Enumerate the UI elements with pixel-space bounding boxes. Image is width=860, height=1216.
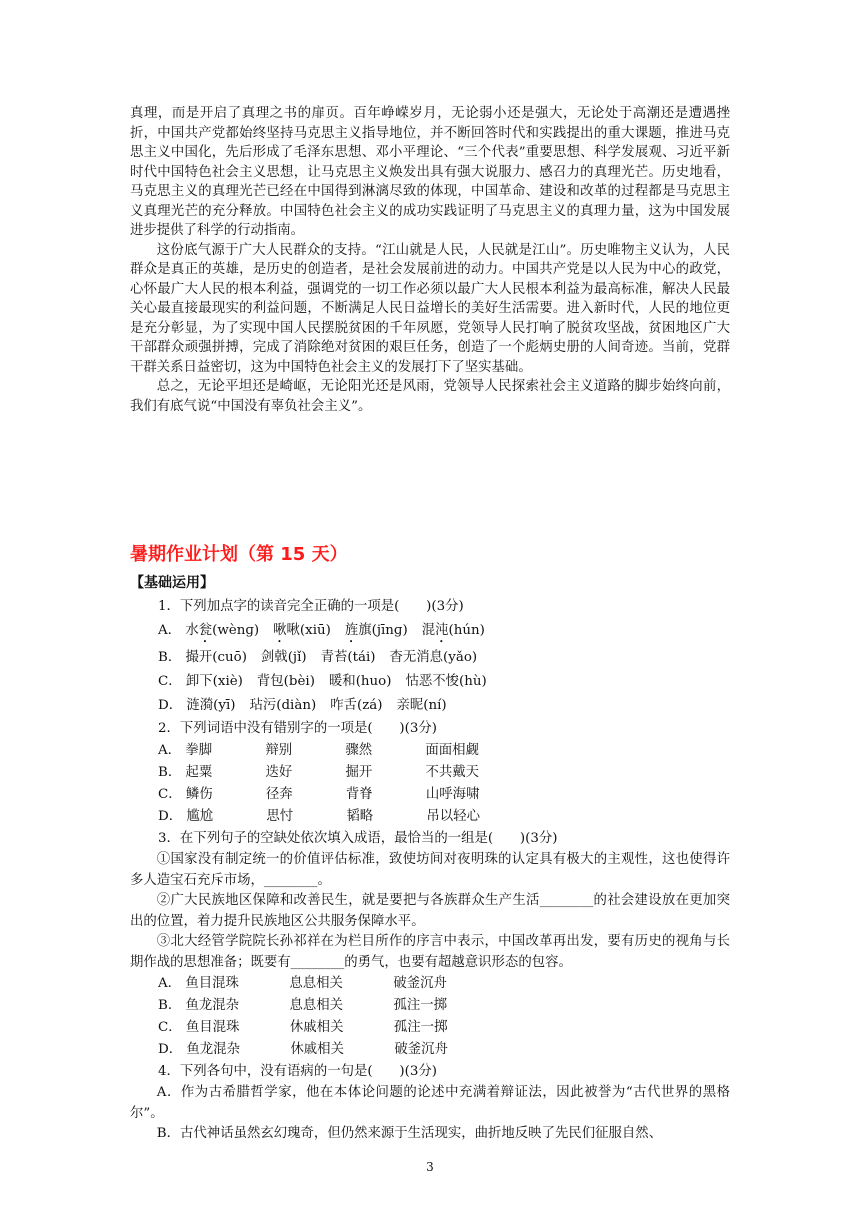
option-item: 不共戴天: [425, 765, 480, 780]
option-item: 思忖: [266, 809, 294, 824]
option-item: 鳞伤: [185, 787, 213, 802]
option-letter: B．: [158, 998, 182, 1013]
exercise-block: [130, 595, 730, 1145]
option-item: 背包(bèi): [256, 674, 315, 689]
option-letter: C．: [158, 674, 182, 689]
option-item: 休戚相关: [289, 1020, 344, 1035]
option-item: 息息相关: [289, 998, 344, 1013]
option-item: 玷污(diàn): [249, 698, 317, 713]
option-item: 起粟: [185, 765, 213, 780]
option-item: 鱼龙混杂: [186, 1042, 240, 1057]
q3-option-a: [130, 973, 730, 995]
option-letter: B．: [158, 650, 182, 665]
option-letter: C．: [158, 1020, 182, 1035]
q2-option-a: [130, 740, 730, 762]
q4-option-b: B．古代神话虽然玄幻瑰奇，但仍然来源于生活现实，曲折地反映了先民们征服自然、: [156, 1126, 663, 1141]
option-item: 混沌(hún): [421, 623, 485, 638]
option-letter: A．: [158, 976, 182, 991]
option-letter: D．: [158, 1042, 183, 1057]
option-item: 咋舌(zá): [330, 698, 383, 713]
option-item: 破釜沉舟: [394, 1042, 448, 1057]
q3-option-c: [130, 1017, 730, 1039]
option-item: 孤注一掷: [393, 1020, 448, 1035]
q3-sentence-1: ①国家没有制定统一的价值评估标准，致使坊间对夜明珠的认定具有极大的主观性，这也使得许多人造宝石充斥市场，________。: [130, 852, 730, 888]
option-item: 吊以轻心: [426, 809, 480, 824]
option-item: 剑戟(jǐ): [260, 650, 307, 665]
option-item: 背脊: [345, 787, 373, 802]
option-item: 韬略: [346, 809, 374, 824]
page-number: 3: [426, 1160, 434, 1174]
q1-option-c: [130, 670, 730, 694]
option-item: 迭好: [265, 765, 293, 780]
essay-body: [130, 104, 730, 416]
option-letter: B．: [158, 765, 182, 780]
option-item: 尴尬: [186, 809, 214, 824]
essay-paragraph-1: 真理，而是开启了真理之书的扉页。百年峥嵘岁月，无论弱小还是强大，无论处于高潮还是遭遇挫折，中国共产党都始终坚持马克思主义指导地位，并不断回答时代和实践提出的重大课题，推进马克思主义中国化，先后形成了毛泽东思想、邓小平理论、“三个代表”重要思想、科学发展观、习近平新时代中国特色社会主义思想，让马克思主义焕发出具有强大说服力、感召力的真理光芒。历史地看，马克思主义的真理光芒已经在中国得到淋漓尽致的体现，中国革命、建设和改革的过程都是马克思主义真理光芒的充分释放。中国特色社会主义的成功实践证明了马克思主义的真理力量，这为中国发展进步提供了科学的行动指南。: [130, 106, 730, 238]
option-letter: A．: [158, 743, 182, 758]
q3-option-b: [130, 995, 730, 1017]
option-item: 休戚相关: [290, 1042, 344, 1057]
q2-option-b: [130, 762, 730, 784]
option-item: 水瓮(wènɡ): [185, 623, 260, 638]
option-item: 亲昵(ní): [396, 698, 447, 713]
option-item: 辩别: [265, 743, 293, 758]
option-item: 息息相关: [289, 976, 343, 991]
option-item: 径奔: [265, 787, 293, 802]
q3-option-d: [130, 1039, 730, 1061]
option-item: 旌旗(jīnɡ): [344, 623, 408, 638]
q3-sentence-3: ③北大经管学院院长孙祁祥在为栏目所作的序言中表示，中国改革再出发，要有历史的视角与长期作战的思想准备；既要有________的勇气，也要有超越意识形态的包容。: [130, 934, 730, 970]
option-item: 鱼目混珠: [185, 976, 239, 991]
option-item: 掘开: [345, 765, 373, 780]
q2-option-c: [130, 784, 730, 806]
q2-option-d: [130, 806, 730, 828]
page-title: 暑期作业计划（第 15 天）: [130, 544, 348, 565]
option-item: 怙恶不悛(hù): [405, 674, 487, 689]
question-1-stem: 1．下列加点字的读音完全正确的一项是( )(3分): [158, 599, 464, 614]
section-heading: 【基础运用】: [130, 575, 214, 591]
option-item: 撮开(cuō): [185, 650, 247, 665]
option-letter: D．: [158, 698, 183, 713]
option-item: 拳脚: [185, 743, 213, 758]
option-letter: A．: [158, 623, 182, 638]
option-item: 鱼龙混杂: [185, 998, 240, 1013]
q1-option-a: [130, 619, 730, 646]
option-item: 孤注一掷: [393, 998, 448, 1013]
option-item: 杳无消息(yǎo): [389, 650, 478, 665]
option-item: 骤然: [345, 743, 373, 758]
option-item: 暖和(huo): [328, 674, 392, 689]
option-item: 面面相觑: [425, 743, 479, 758]
option-item: 鱼目混珠: [185, 1020, 240, 1035]
option-letter: D．: [158, 809, 183, 824]
essay-paragraph-2: 这份底气源于广大人民群众的支持。“江山就是人民，人民就是江山”。历史唯物主义认为，人民群众是真正的英雄，是历史的创造者，是社会发展前进的动力。中国共产党是以人民为中心的政党，心怀最广大人民的根本利益，强调党的一切工作必须以最广大人民根本利益为最高标准，解决人民最关心最直接最现实的利益问题，不断满足人民日益增长的美好生活需要。进入新时代，人民的地位更是充分彰显，为了实现中国人民摆脱贫困的千年夙愿，党领导人民打响了脱贫攻坚战，贫困地区广大干部群众顽强拼搏，完成了消除绝对贫困的艰巨任务，创造了一个彪炳史册的人间奇迹。当前，党群干群关系日益密切，这为中国特色社会主义的发展打下了坚实基础。: [130, 242, 730, 375]
option-letter: C．: [158, 787, 182, 802]
option-item: 破釜沉舟: [393, 976, 447, 991]
essay-paragraph-3: 总之，无论平坦还是崎岖，无论阳光还是风雨，党领导人民探索社会主义道路的脚步始终向前，我们有底气说“中国没有辜负社会主义”。: [130, 379, 730, 414]
q1-option-d: [130, 694, 730, 718]
option-item: 啾啾(xiū): [273, 623, 331, 638]
q1-option-b: [130, 646, 730, 670]
question-2-stem: 2．下列词语中没有错别字的一项是( )(3分): [158, 721, 437, 736]
option-item: 卸下(xiè): [185, 674, 243, 689]
option-item: 涟漪(yī): [186, 698, 236, 713]
question-4-stem: 4．下列各句中，没有语病的一句是( )(3分): [158, 1064, 437, 1079]
q4-option-a: A．作为古希腊哲学家，他在本体论问题的论述中充满着辩证法，因此被誉为“古代世界的黑格尔”。: [130, 1085, 730, 1121]
option-item: 山呼海啸: [425, 787, 480, 802]
q3-sentence-2: ②广大民族地区保障和改善民生，就是要把与各族群众生产生活________的社会建设放在更加突出的位置，着力提升民族地区公共服务保障水平。: [130, 893, 730, 929]
question-3-stem: 3．在下列句子的空缺处依次填入成语，最恰当的一组是( )(3分): [158, 831, 558, 846]
option-item: 青苔(tái): [320, 650, 376, 665]
